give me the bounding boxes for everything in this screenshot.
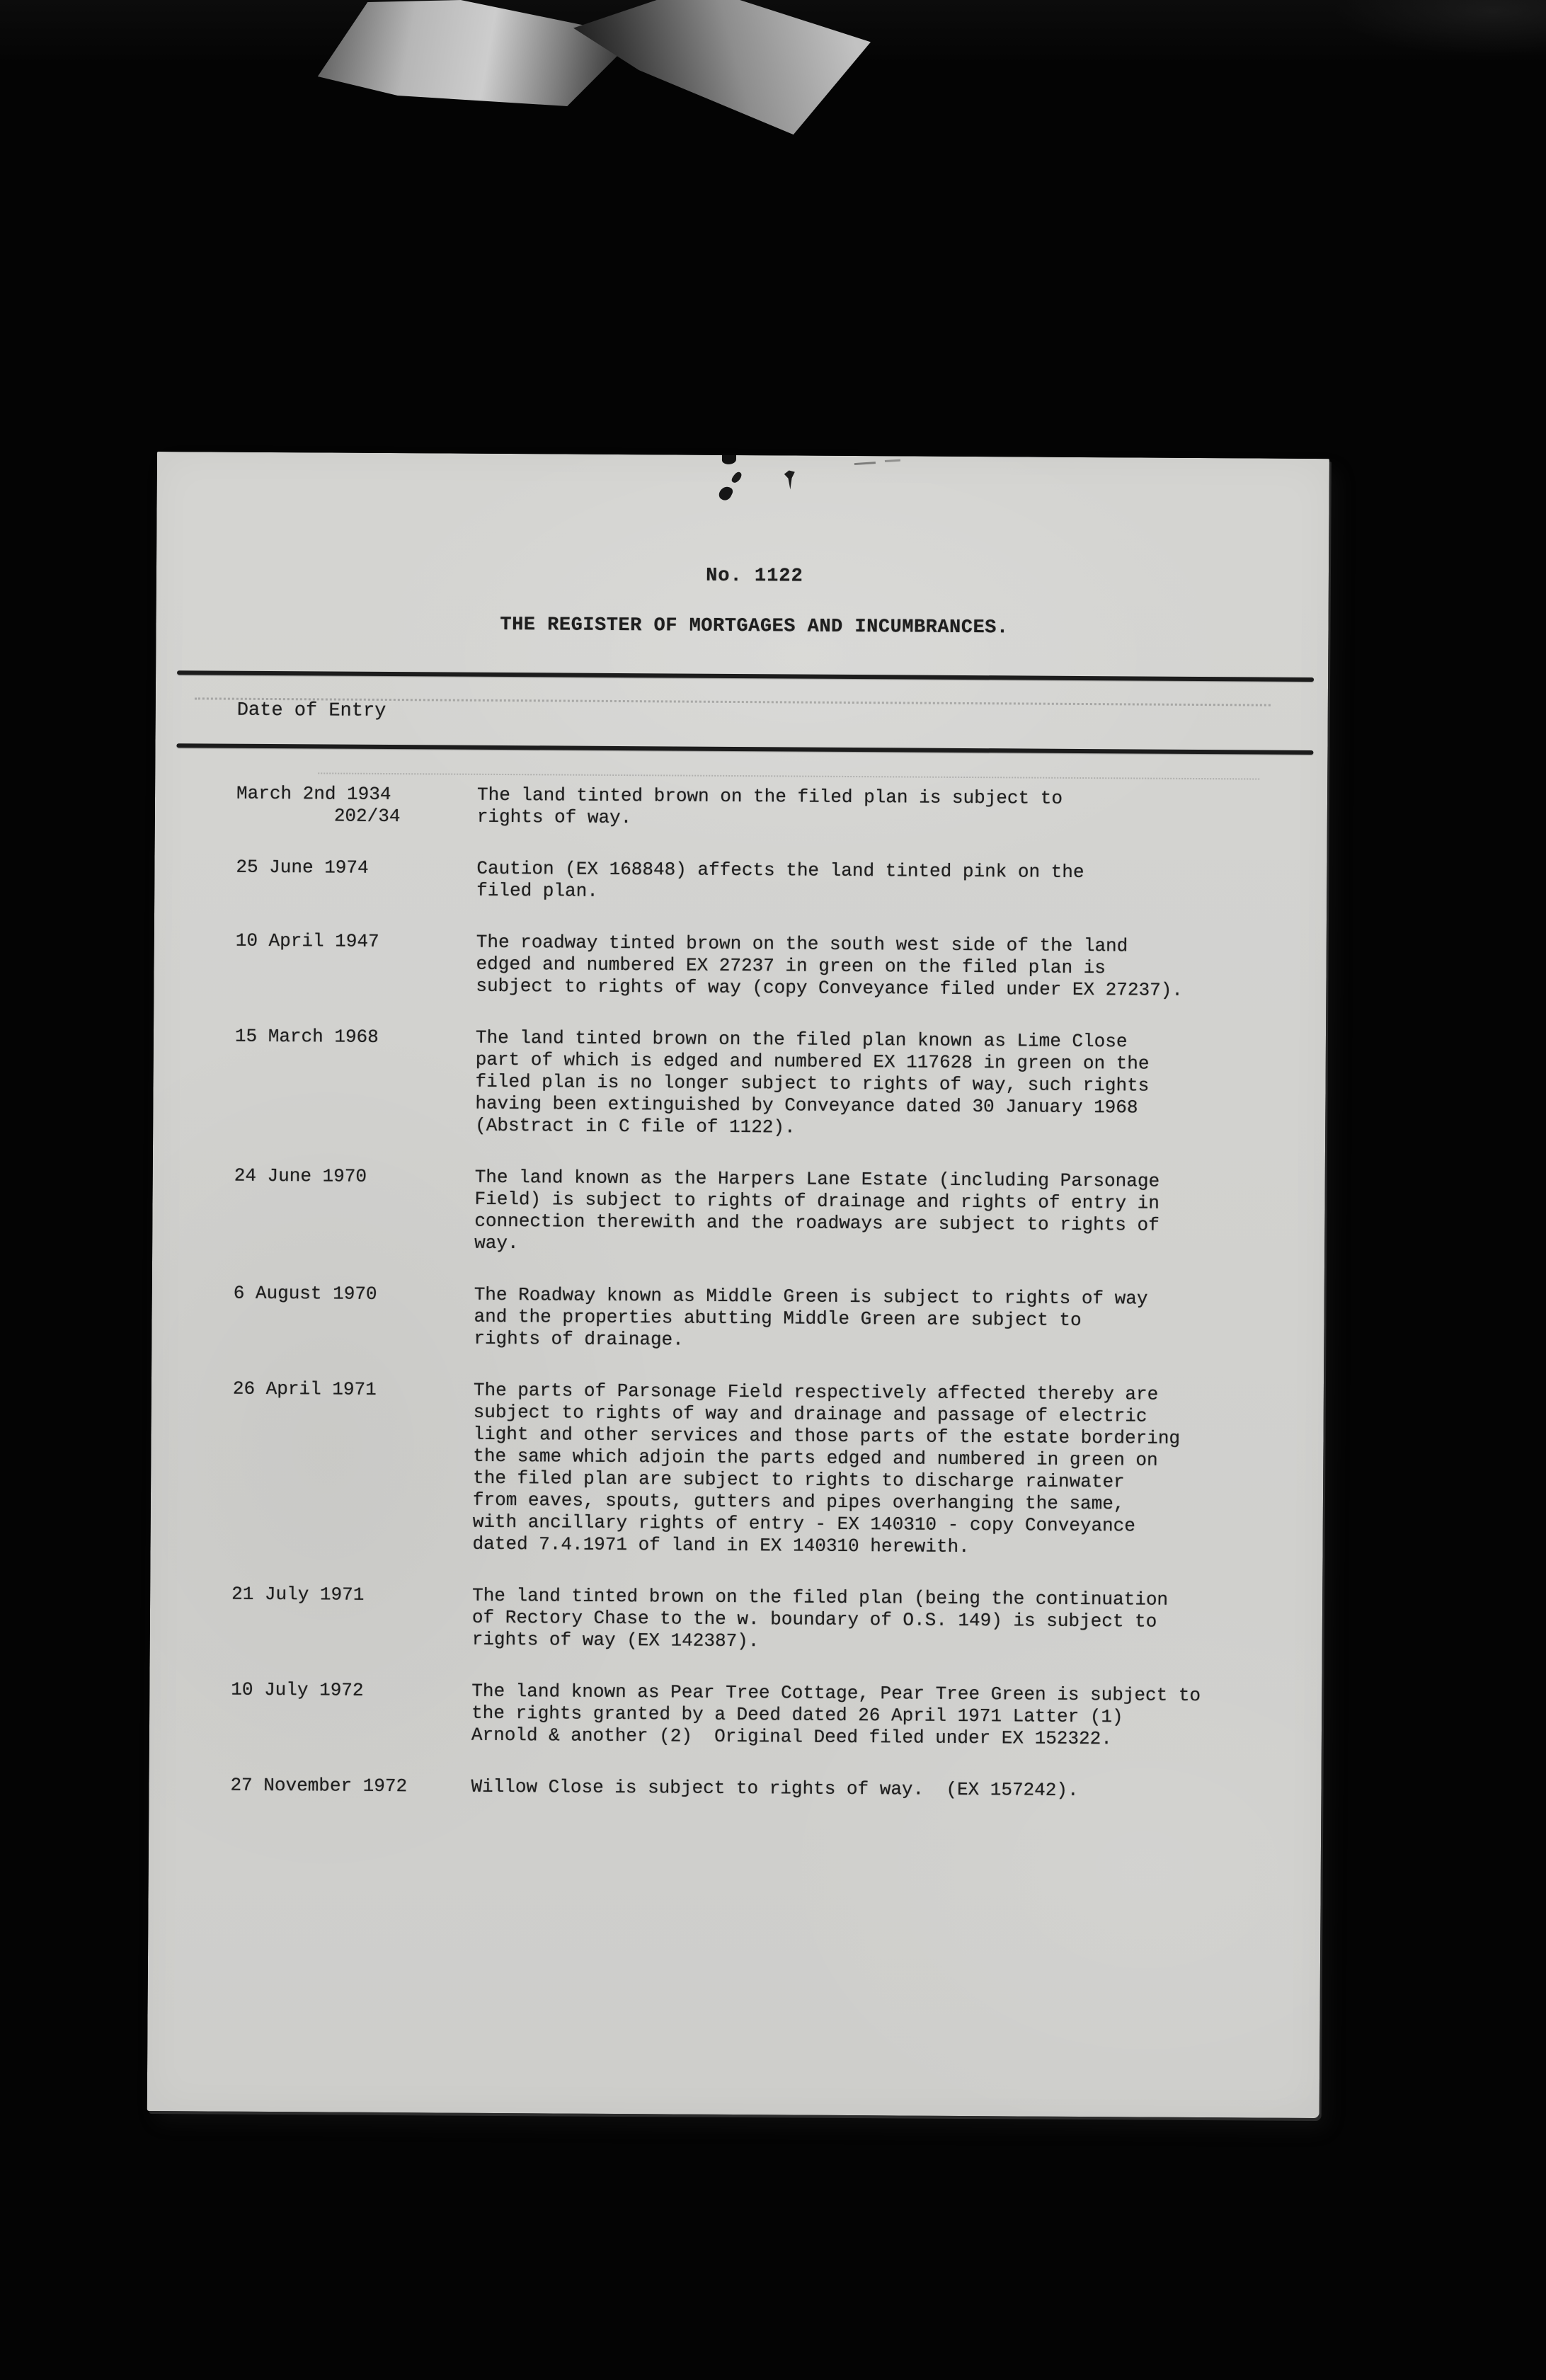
entry-row bbox=[231, 1679, 1265, 1751]
entry-text: The land tinted brown on the filed plan is subject to rights of way. bbox=[476, 784, 1063, 829]
entry-row bbox=[234, 1165, 1268, 1259]
entry-date: 21 July 1971 bbox=[231, 1583, 365, 1606]
entry-row bbox=[236, 783, 1270, 833]
entry-row bbox=[230, 1775, 1264, 1803]
ink-blot-mark bbox=[731, 471, 743, 485]
entry-text: The land known as Pear Tree Cottage, Pear Tree Green is subject to the rights granted by a Deed dated 26 April 1971 Latter (1) Arnold & another (2) Original Deed filed under EX 152322. bbox=[471, 1680, 1201, 1750]
ink-blot-mark bbox=[717, 484, 734, 502]
entry-row bbox=[236, 857, 1269, 907]
entry-text: The roadway tinted brown on the south west side of the land edged and numbered EX 27237 in green on the filed plan is subject to rights of way (copy Conveyance filed under EX 27237). bbox=[476, 931, 1184, 1001]
document-heading bbox=[237, 563, 1271, 641]
curled-paper-fold-left bbox=[304, 0, 637, 106]
entry-row bbox=[231, 1378, 1266, 1560]
ink-blot-mark bbox=[722, 455, 736, 464]
document-page bbox=[147, 452, 1329, 2118]
document-title: THE REGISTER OF MORTGAGES AND INCUMBRANCES. bbox=[500, 614, 1009, 639]
entry-date-text: March 2nd 1934 bbox=[236, 782, 391, 806]
entry-row bbox=[233, 1283, 1267, 1355]
register-number: No. 1122 bbox=[706, 565, 803, 588]
entry-row bbox=[235, 930, 1269, 1002]
entry-date: 26 April 1971 bbox=[232, 1378, 377, 1400]
entry-date: 15 March 1968 bbox=[234, 1025, 379, 1048]
entry-text: The land tinted brown on the filed plan (being the continuation of Rectory Chase to the w. boundary of O.S. 149) is subject to rights of way (EX 142387). bbox=[471, 1584, 1169, 1652]
entry-text: The Roadway known as Middle Green is subject to rights of way and the properties abutting Middle Green are subject to rights of drainage. bbox=[474, 1283, 1148, 1351]
scan-dotted-artifact bbox=[318, 772, 1259, 779]
entry-date: 10 April 1947 bbox=[235, 929, 379, 952]
entry-date: 24 June 1970 bbox=[234, 1165, 367, 1187]
entry-text: The land tinted brown on the filed plan known as Lime Close part of which is edged and numbered EX 117628 in green on the filed plan is no longer subject to rights of way, such rights having been extinguished by Conveyance dated 30 January 1968 (Abstract in C file of 1122). bbox=[475, 1026, 1150, 1138]
entry-row bbox=[231, 1584, 1266, 1656]
entry-row bbox=[234, 1026, 1269, 1142]
divider-line-bottom bbox=[176, 743, 1313, 755]
entry-date bbox=[236, 783, 477, 828]
entry-date: 25 June 1974 bbox=[236, 856, 369, 879]
entry-date-reference: 202/34 bbox=[333, 805, 401, 828]
entry-date: 27 November 1972 bbox=[230, 1774, 408, 1797]
entry-text: The parts of Parsonage Field respectively affected thereby are subject to rights of way and drainage and passage of electric light and other services and those parts of the estate bordering the same which adjoin the parts edged and numbered in green on the filed plan are subject to rights to discharge rainwater from eaves, spouts, gutters and pipes overhanging the same, with ancillary rights of entry - EX 140310 - copy Conveyance dated 7.4.1971 of land in EX 140310 herewith. bbox=[472, 1379, 1181, 1558]
entry-date: 10 July 1972 bbox=[231, 1678, 364, 1701]
column-header-date-of-entry: Date of Entry bbox=[236, 699, 386, 722]
pencil-dash-mark bbox=[854, 462, 876, 465]
curled-paper-artifact bbox=[304, 0, 871, 142]
entry-text: Caution (EX 168848) affects the land tinted pink on the filed plan. bbox=[476, 857, 1084, 902]
entry-text: The land known as the Harpers Lane Estate (including Parsonage Field) is subject to rights of drainage and rights of entry in connection therewith and the roadways are subject to rights of way. bbox=[474, 1166, 1160, 1254]
background-corner-glow bbox=[1334, 0, 1546, 57]
pencil-dash-mark bbox=[885, 459, 900, 462]
ink-blot-mark bbox=[784, 470, 795, 489]
curled-paper-fold-right bbox=[573, 0, 871, 140]
entry-text: Willow Close is subject to rights of way. (EX 157242). bbox=[471, 1775, 1079, 1801]
divider-line-top bbox=[177, 670, 1314, 682]
register-entries bbox=[230, 783, 1270, 1833]
entry-date: 6 August 1970 bbox=[233, 1282, 377, 1305]
